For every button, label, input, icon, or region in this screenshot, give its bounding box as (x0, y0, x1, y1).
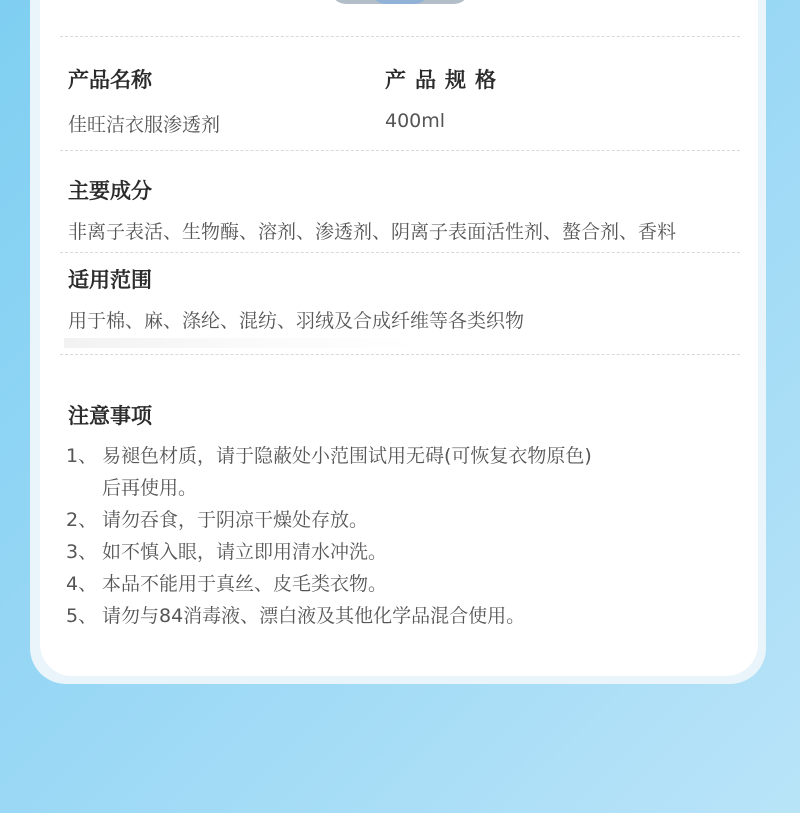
scope-label: 适用范围 (68, 268, 152, 292)
note-item (66, 568, 746, 600)
product-size-label: 产品规格 (385, 68, 505, 92)
divider (60, 354, 740, 355)
note-number: 3、 (66, 541, 98, 563)
note-text: 本品不能用于真丝、皮毛类衣物。 (102, 573, 388, 595)
divider (60, 252, 740, 253)
note-number: 2、 (66, 509, 98, 531)
note-number: 4、 (66, 573, 98, 595)
note-item (66, 536, 746, 568)
note-item (66, 600, 746, 632)
note-text-continued: 后再使用。 (102, 477, 198, 499)
note-text: 请勿吞食，于阴凉干燥处存放。 (102, 509, 369, 531)
scope-value: 用于棉、麻、涤纶、混纺、羽绒及合成纤维等各类织物 (68, 310, 525, 332)
note-item (66, 504, 746, 536)
ingredients-value: 非离子表活、生物酶、溶剂、渗透剂、阴离子表面活性剂、螯合剂、香料 (68, 221, 677, 243)
product-name-value: 佳旺洁衣服渗透剂 (68, 114, 221, 136)
ingredients-label: 主要成分 (68, 179, 152, 203)
divider (60, 150, 740, 151)
faded-text-remnant (64, 338, 424, 348)
note-number: 5、 (66, 605, 98, 627)
notes-label: 注意事项 (68, 404, 152, 428)
note-item (66, 440, 746, 504)
note-number: 1、 (66, 445, 98, 467)
product-name-label: 产品名称 (68, 68, 152, 92)
note-text: 如不慎入眼，请立即用清水冲洗。 (102, 541, 388, 563)
notes-list (66, 440, 746, 632)
note-text: 请勿与84消毒液、漂白液及其他化学品混合使用。 (102, 605, 526, 627)
note-text: 易褪色材质，请于隐蔽处小范围试用无碍(可恢复衣物原色) (102, 445, 592, 467)
product-size-value: 400ml (385, 110, 446, 132)
divider (60, 36, 740, 37)
product-image-edge (330, 0, 470, 4)
